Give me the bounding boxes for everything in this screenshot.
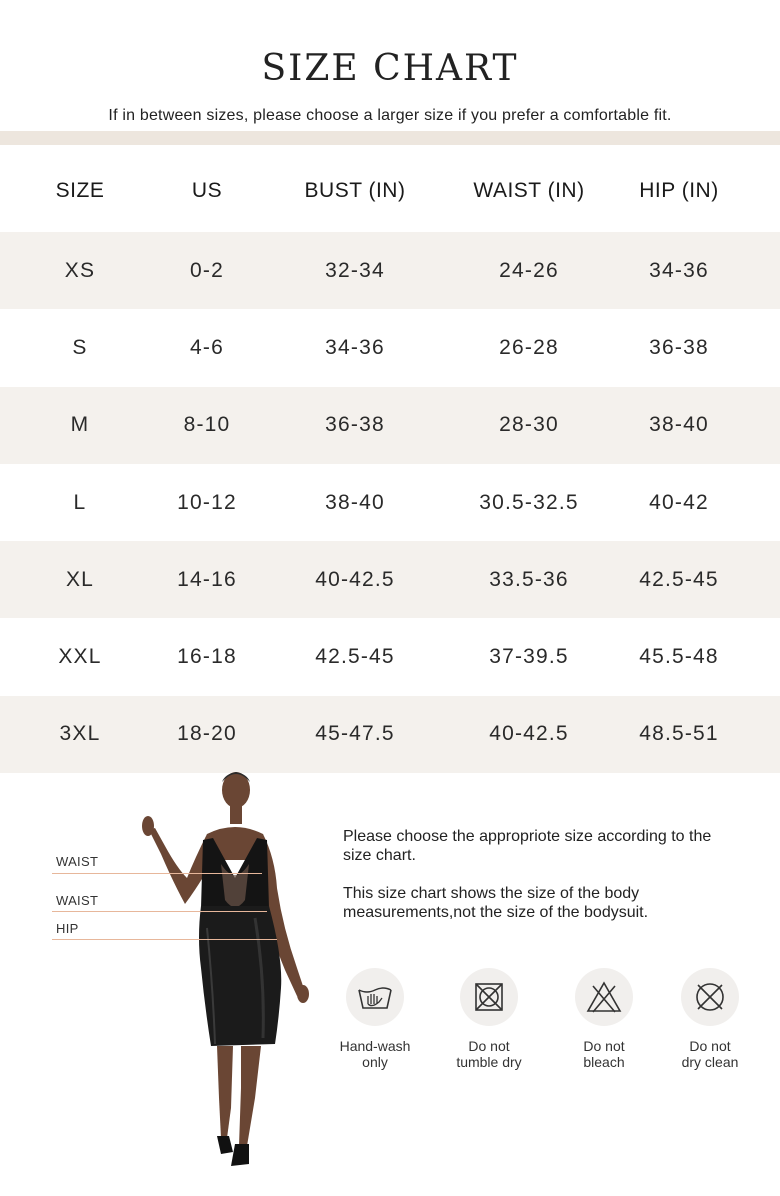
no-bleach-icon bbox=[575, 968, 633, 1026]
cell-bust: 34-36 bbox=[325, 335, 385, 359]
measure-line-waist bbox=[52, 873, 262, 874]
measure-label-waist-2: WAIST bbox=[56, 893, 99, 908]
note-body-measurements: This size chart shows the size of the body measurements,not the size of the bodysuit. bbox=[343, 885, 649, 921]
cell-bust: 32-34 bbox=[325, 258, 385, 282]
cell-size: S bbox=[72, 335, 88, 359]
cell-hip: 38-40 bbox=[649, 413, 709, 437]
table-row bbox=[0, 696, 780, 773]
table-row bbox=[0, 232, 780, 309]
table-row bbox=[0, 541, 780, 618]
header-bust: BUST (IN) bbox=[304, 179, 406, 202]
cell-size: 3XL bbox=[59, 722, 101, 746]
table-row bbox=[0, 387, 780, 464]
cell-us: 18-20 bbox=[177, 722, 237, 746]
cell-hip: 45.5-48 bbox=[639, 645, 719, 669]
cell-hip: 36-38 bbox=[649, 335, 709, 359]
cell-bust: 42.5-45 bbox=[315, 645, 395, 669]
care-no-bleach bbox=[554, 968, 654, 1070]
table-row bbox=[0, 309, 780, 386]
cell-us: 4-6 bbox=[190, 335, 224, 359]
header-size: SIZE bbox=[55, 179, 105, 202]
cell-hip: 42.5-45 bbox=[639, 567, 719, 591]
care-label-no-tumble-dry: Do not tumble dry bbox=[456, 1038, 522, 1070]
care-label-no-bleach: Do not bleach bbox=[583, 1038, 625, 1070]
cell-waist: 33.5-36 bbox=[489, 567, 569, 591]
cell-waist: 26-28 bbox=[499, 335, 559, 359]
cell-size: L bbox=[73, 490, 87, 514]
model-figure bbox=[135, 768, 320, 1173]
cell-bust: 40-42.5 bbox=[315, 567, 395, 591]
cell-hip: 48.5-51 bbox=[639, 722, 719, 746]
care-label-no-dry-clean: Do not dry clean bbox=[681, 1038, 739, 1070]
measure-label-waist: WAIST bbox=[56, 854, 99, 869]
hand-wash-icon bbox=[346, 968, 404, 1026]
cell-us: 10-12 bbox=[177, 490, 237, 514]
cell-size: XS bbox=[64, 258, 96, 282]
measure-line-waist-2 bbox=[52, 911, 267, 912]
care-hand-wash bbox=[325, 968, 425, 1070]
cell-waist: 30.5-32.5 bbox=[479, 490, 579, 514]
care-label-hand-wash: Hand-wash only bbox=[339, 1038, 411, 1070]
page-title: SIZE CHART bbox=[261, 48, 519, 89]
cell-hip: 40-42 bbox=[649, 490, 709, 514]
cell-us: 16-18 bbox=[177, 645, 237, 669]
header-us: US bbox=[191, 179, 223, 202]
cell-size: XXL bbox=[58, 645, 102, 669]
cell-size: M bbox=[70, 413, 90, 437]
header-hip: HIP (IN) bbox=[639, 179, 719, 202]
no-dry-clean-icon bbox=[681, 968, 739, 1026]
cell-waist: 37-39.5 bbox=[489, 645, 569, 669]
header-waist: WAIST (IN) bbox=[473, 179, 585, 202]
cell-waist: 28-30 bbox=[499, 413, 559, 437]
care-no-dry-clean bbox=[660, 968, 760, 1070]
cell-us: 8-10 bbox=[183, 413, 231, 437]
cell-size: XL bbox=[65, 567, 95, 591]
cell-bust: 45-47.5 bbox=[315, 722, 395, 746]
table-header-row bbox=[0, 150, 780, 232]
cell-waist: 24-26 bbox=[499, 258, 559, 282]
table-row bbox=[0, 464, 780, 541]
measure-label-hip: HIP bbox=[56, 921, 79, 936]
no-tumble-dry-icon bbox=[460, 968, 518, 1026]
page-subtitle: If in between sizes, please choose a larger size if you prefer a comfortable fit. bbox=[108, 107, 672, 124]
cell-us: 0-2 bbox=[190, 258, 224, 282]
measure-line-hip bbox=[52, 939, 277, 940]
cell-hip: 34-36 bbox=[649, 258, 709, 282]
cell-bust: 36-38 bbox=[325, 413, 385, 437]
table-row bbox=[0, 618, 780, 695]
care-no-tumble-dry bbox=[439, 968, 539, 1070]
cell-us: 14-16 bbox=[177, 567, 237, 591]
size-table bbox=[0, 150, 780, 773]
divider-band bbox=[0, 131, 780, 145]
cell-bust: 38-40 bbox=[325, 490, 385, 514]
cell-waist: 40-42.5 bbox=[489, 722, 569, 746]
note-choose-size: Please choose the appropriote size according to the size chart. bbox=[343, 828, 712, 864]
